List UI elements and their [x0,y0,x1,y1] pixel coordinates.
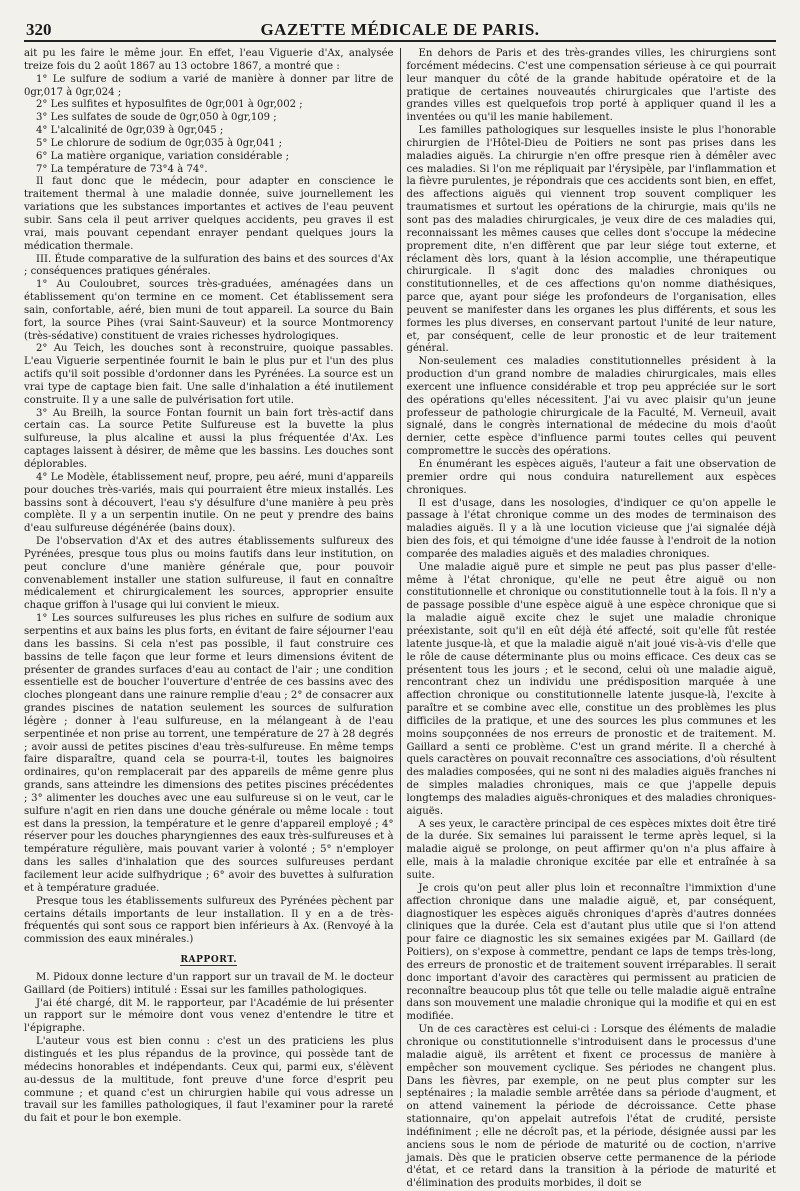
paragraph: Une maladie aiguë pure et simple ne peut pas plus passer d'elle-même à l'état chronique, qu'elle ne peut être aiguë ou non constitutionnelle et chronique ou constitutionnelle tout à la fois. Il n'y a de passage possible d'une espèce aiguë à une espèce chronique que si la maladie aiguë excite chez le sujet une maladie chronique préexistante, soit qu'il en eût déjà été affecté, soit qu'elle fût restée latente jusque-là, et que la maladie aiguë n'ait joué vis-à-vis d'elle que le rôle de cause déterminante plus ou moins efficace. Ces deux cas se présentent tous les jours ; et le second, celui où une maladie aiguë, rencontrant chez un individu une prédisposition marquée à une affection chronique ou constitutionnelle latente jusque-là, l'excite à paraître et se combine avec elle, constitue un des problèmes les plus difficiles de la pratique, et une des sources les plus communes et les moins soupçonnées de nos erreurs de pronostic et de traitement. M. Gaillard a senti ce problème. C'est un grand mérite. Il a cherché à quels caractères on pouvait reconnaître ces associations, d'où résultent des maladies composées, qui ne sont ni des maladies aiguës franches ni de simples maladies chroniques, mais ce que j'appelle depuis longtemps des maladies aiguës-chroniques et des maladies chroniques-aiguës. [406,561,777,817]
paragraph: 1° Au Couloubret, sources très-graduées, aménagées dans un établissement qu'on termine en ce moment. Cet établissement sera sain, confortable, aéré, bien muni de tout appareil. La source du Bain fort, la source Pihes (vrai Saint-Sauveur) et la source Montmorency (très-sédative) constituent de vraies richesses hydrologiques. [24,279,394,342]
paragraph: 1° Les sources sulfureuses les plus riches en sulfure de sodium aux serpentins et aux bains les plus forts, en évitant de faire séjourner l'eau dans les bassins. Si cela n'est pas possible, il faut construire ces bassins de telle façon que leur forme et leurs dimensions évitent de présenter de grandes surfaces d'eau au contact de l'air ; une condition essentielle est de boucher l'ouverture d'entrée de ces bassins avec des cloches plongeant dans une rainure remplie d'eau ; 2° de consacrer aux grandes piscines de natation seulement les sources de sulfuration légère ; donner à l'eau sulfureuse, en la mélangeant à de l'eau serpentinée et non prise au torrent, une température de 27 à 28 degrés ; avoir aussi de petites piscines d'eau très-sulfureuse. En même temps faire disparaître, quand cela se pourra-t-il, toutes les baignoires ordinaires, qu'on remplacerait par des appareils de même genre plus grands, sans atteindre les dimensions des petites piscines précédentes ; 3° alimenter les douches avec une eau sulfureuse si on le veut, car le sulfure n'agit en rien dans une douche générale ou même locale : tout est dans la pression, la température et le genre d'appareil employé ; 4° réserver pour les douches pharyngiennes des eaux très-sulfureuses et à température régulière, mais pouvant varier à volonté ; 5° n'employer dans les salles d'inhalation que des sources sulfureuses perdant facilement leur acide sulfhydrique ; 6° avoir des buvettes à sulfuration et à température graduée. [24,613,394,894]
paragraph: Il est d'usage, dans les nosologies, d'indiquer ce qu'on appelle le passage à l'état chronique comme un des modes de terminaison des maladies aiguës. Il y a là une locution vicieuse que j'ai signalée déjà bien des fois, et qui témoigne d'une idée fausse à l'endroit de la notion comparée des maladies aiguës et des maladies chroniques. [406,497,777,560]
paragraph: ait pu les faire le même jour. En effet, l'eau Viguerie d'Ax, analysée treize fois du 2 août 1867 au 13 octobre 1867, a montré que : [24,48,394,72]
paragraph: Je crois qu'on peut aller plus loin et reconnaître l'immixtion d'une affection chronique dans une maladie aiguë, et, par conséquent, diagnostiquer les espèces aiguës chroniques d'après d'autres données cliniques que la durée. Cela est d'autant plus utile que si l'on attend pour faire ce diagnostic les six semaines exigées par M. Gaillard (de Poitiers), on s'expose à commettre, pendant ce laps de temps très-long, des erreurs de pronostic et de traitement souvent irréparables. Il serait donc important d'avoir des caractères qui permissent au praticien de reconnaître beaucoup plus tôt que telle ou telle maladie aiguë entraîne dans son mouvement une maladie chronique qui la modifie et qui en est modifiée. [406,882,777,1023]
text-columns [24,48,777,1190]
paragraph: Non-seulement ces maladies constitutionnelles président à la production d'un grand nombre de maladies chirurgicales, mais elles exercent une influence considérable et trop peu appréciée sur le sort des opérations qu'elles nécessitent. J'ai vu avec plaisir qu'un jeune professeur de pathologie chirurgicale de la Faculté, M. Verneuil, avait signalé, dans le congrès international de médecine du mois d'août dernier, cette espèce d'influence parmi toutes celles qui peuvent compromettre le succès des opérations. [406,356,777,458]
paragraph: 4° Le Modèle, établissement neuf, propre, peu aéré, muni d'appareils pour douches très-variés, mais qui pourraient être mieux installés. Les bassins sont à découvert, l'eau s'y désulfure d'une manière à peu près complète. Il y a un serpentin inutile. On ne peut y prendre des bains d'eau sulfureuse dégénérée (bains doux). [24,471,394,535]
paragraph: En énumérant les espèces aiguës, l'auteur a fait une observation de premier ordre qui nous conduira naturellement aux espèces chroniques. [406,459,777,496]
paragraph: 3° Au Breilh, la source Fontan fournit un bain fort très-actif dans certain cas. La source Petite Sulfureuse est la buvette la plus sulfureuse, la plus alcaline et aussi la plus fréquentée d'Ax. Les captages laissent à désirer, de même que les bassins. Les douches sont déplorables. [24,407,394,470]
paragraph: Presque tous les établissements sulfureux des Pyrénées pèchent par certains détails importants de leur installation. Il y en a de très-fréquentés qui sont sous ce rapport bien inférieurs à Ax. (Renvoyé à la commission des eaux minérales.) [24,895,394,946]
right-column [401,48,777,1190]
paragraph: En dehors de Paris et des très-grandes villes, les chirurgiens sont forcément médecins. C'est une compensation sérieuse à ce qui pourrait leur manquer du côté de la grande habitude opératoire et de la pratique de certaines nouveautés chirurgicales que l'artiste des grandes villes est quelquefois trop porté à appliquer quand il les a inventées ou qu'il les manie habilement. [406,48,777,124]
paragraph: 4° L'alcalinité de 0gr,039 à 0gr,045 ; [36,125,224,137]
page-number: 320 [26,20,52,39]
paragraph: L'auteur vous est bien connu : c'est un des praticiens les plus distingués et les plus répandus de la province, qui possède tant de médecins honorables et indépendants. Ceux qui, parmi eux, s'élèvent au-dessus de la multitude, font preuve d'une force d'esprit peu commune ; et quand c'est un chirurgien habile qui vous adresse un travail sur les familles pathologiques, il faut l'examiner pour la rareté du fait et pour le bon exemple. [24,1036,394,1125]
paragraph: 1° Le sulfure de sodium a varié de manière à donner par litre de 0gr,017 à 0gr,024 ; [24,73,394,98]
paragraph: Il faut donc que le médecin, pour adapter en conscience le traitement thermal à une maladie donnée, suive journellement les variations que les substances importantes et actives de l'eau peuvent subir. Sans cela il peut arriver quelques accidents, peu graves il est vrai, mais pouvant cependant enrayer pendant quelques jours la médication thermale. [24,176,394,252]
paragraph: 2° Au Teich, les douches sont à reconstruire, quoique passables. L'eau Viguerie serpentinée fournit le bain le plus pur et l'un des plus actifs qu'il soit possible d'ordonner dans les Pyrénées. La source est un vrai type de captage bien fait. Une salle d'inhalation a été inutilement construite. Il y a une salle de pulvérisation fort utile. [24,343,394,406]
paragraph: 2° Les sulfites et hyposulfites de 0gr,001 à 0gr,002 ; [36,99,303,111]
paragraph: 5° Le chlorure de sodium de 0gr,035 à 0gr,041 ; [36,137,283,149]
paragraph: M. Pidoux donne lecture d'un rapport sur un travail de M. le docteur Gaillard (de Poitiers) intitulé : Essai sur les familles pathologiques. [24,971,394,996]
paragraph: Un de ces caractères est celui-ci : Lorsque des éléments de maladie chronique ou constitutionnelle s'introduisent dans le processus d'une maladie aiguë, ils arrêtent et fixent ce processus de manière à empêcher son mouvement cyclique. Ses périodes ne changent plus. Dans les fièvres, par exemple, on ne peut plus compter sur les septénaires ; la maladie semble arrêtée dans sa période d'augment, et on attend vainement la période de décroissance. Cette phase stationnaire, qu'on appelait autrefois l'état de crudité, persiste indéfiniment ; elle ne décroît pas, et la période, désignée aussi par les anciens sous le nom de période de maturité ou de coction, n'arrive jamais. Dès que le praticien observe cette permanence de la période d'état, et ce retard dans la transition à la période de maturité et d'élimination des produits morbides, il doit se [406,1024,777,1190]
left-column [24,48,400,1125]
paragraph: Les familles pathologiques sur lesquelles insiste le plus l'honorable chirurgien de l'Hôtel-Dieu de Poitiers ne sont pas prises dans les maladies aiguës. La chirurgie n'en offre presque rien à démêler avec ces maladies. Si l'on me répliquait par l'érysipèle, par l'inflammation et la fièvre purulentes, je répondrais que ces accidents sont bien, en effet, des affections aiguës qui viennent trop souvent compliquer les traumatismes et surtout les opérations de la chirurgie, mais qu'ils ne sont pas des maladies chirurgicales, je veux dire de ces maladies qui, reconnaissant les mêmes causes que celles dont s'occupe la médecine proprement dite, n'en diffèrent que par leur siége tout externe, et réclament dès lors, quant à la lésion accomplie, une thérapeutique chirurgicale. Il s'agit donc des maladies chroniques ou constitutionnelles, et de ces affections qu'on nomme diathésiques, parce que, ayant pour siége les profondeurs de l'organisation, elles peuvent se manifester dans les organes les plus différents, et sous les formes les plus diverses, en conservant partout l'unité de leur nature, et, par conséquent, celle de leur pronostic et de leur traitement général. [406,125,777,355]
paragraph: 7° La température de 73°4 à 74°. [36,163,208,175]
paragraph: De l'observation d'Ax et des autres établissements sulfureux des Pyrénées, presque tous plus ou moins fautifs dans leur institution, on peut conclure d'une manière générale que, pour pouvoir convenablement installer une station sulfureuse, il faut en connaître médicalement et chirurgicalement les sources, approprier ensuite chaque griffon à l'usage qui lui convient le mieux. [24,536,394,612]
paragraph: J'ai été chargé, dit M. le rapporteur, par l'Académie de lui présenter un rapport sur le mémoire dont vous venez d'entendre le titre et l'épigraphe. [24,997,394,1035]
paragraph: 3° Les sulfates de soude de 0gr,050 à 0gr,109 ; [36,112,277,124]
section-heading [24,954,394,967]
running-title: GAZETTE MÉDICALE DE PARIS. [260,20,540,39]
paragraph: 6° La matière organique, variation considérable ; [36,150,289,162]
paragraph: A ses yeux, le caractère principal de ces espèces mixtes doit être tiré de la durée. Six semaines lui paraissent le terme après lequel, si la maladie aiguë se prolonge, on peut affirmer qu'on n'a plus affaire à elle, mais à la maladie chronique excitée par elle et entraînée à sa suite. [406,818,777,881]
section-heading-text: RAPPORT. [180,955,238,966]
page-header [24,18,776,42]
section-subheading: III. Étude comparative de la sulfuration des bains et des sources d'Ax ; conséquences pratiques générales. [24,253,394,278]
